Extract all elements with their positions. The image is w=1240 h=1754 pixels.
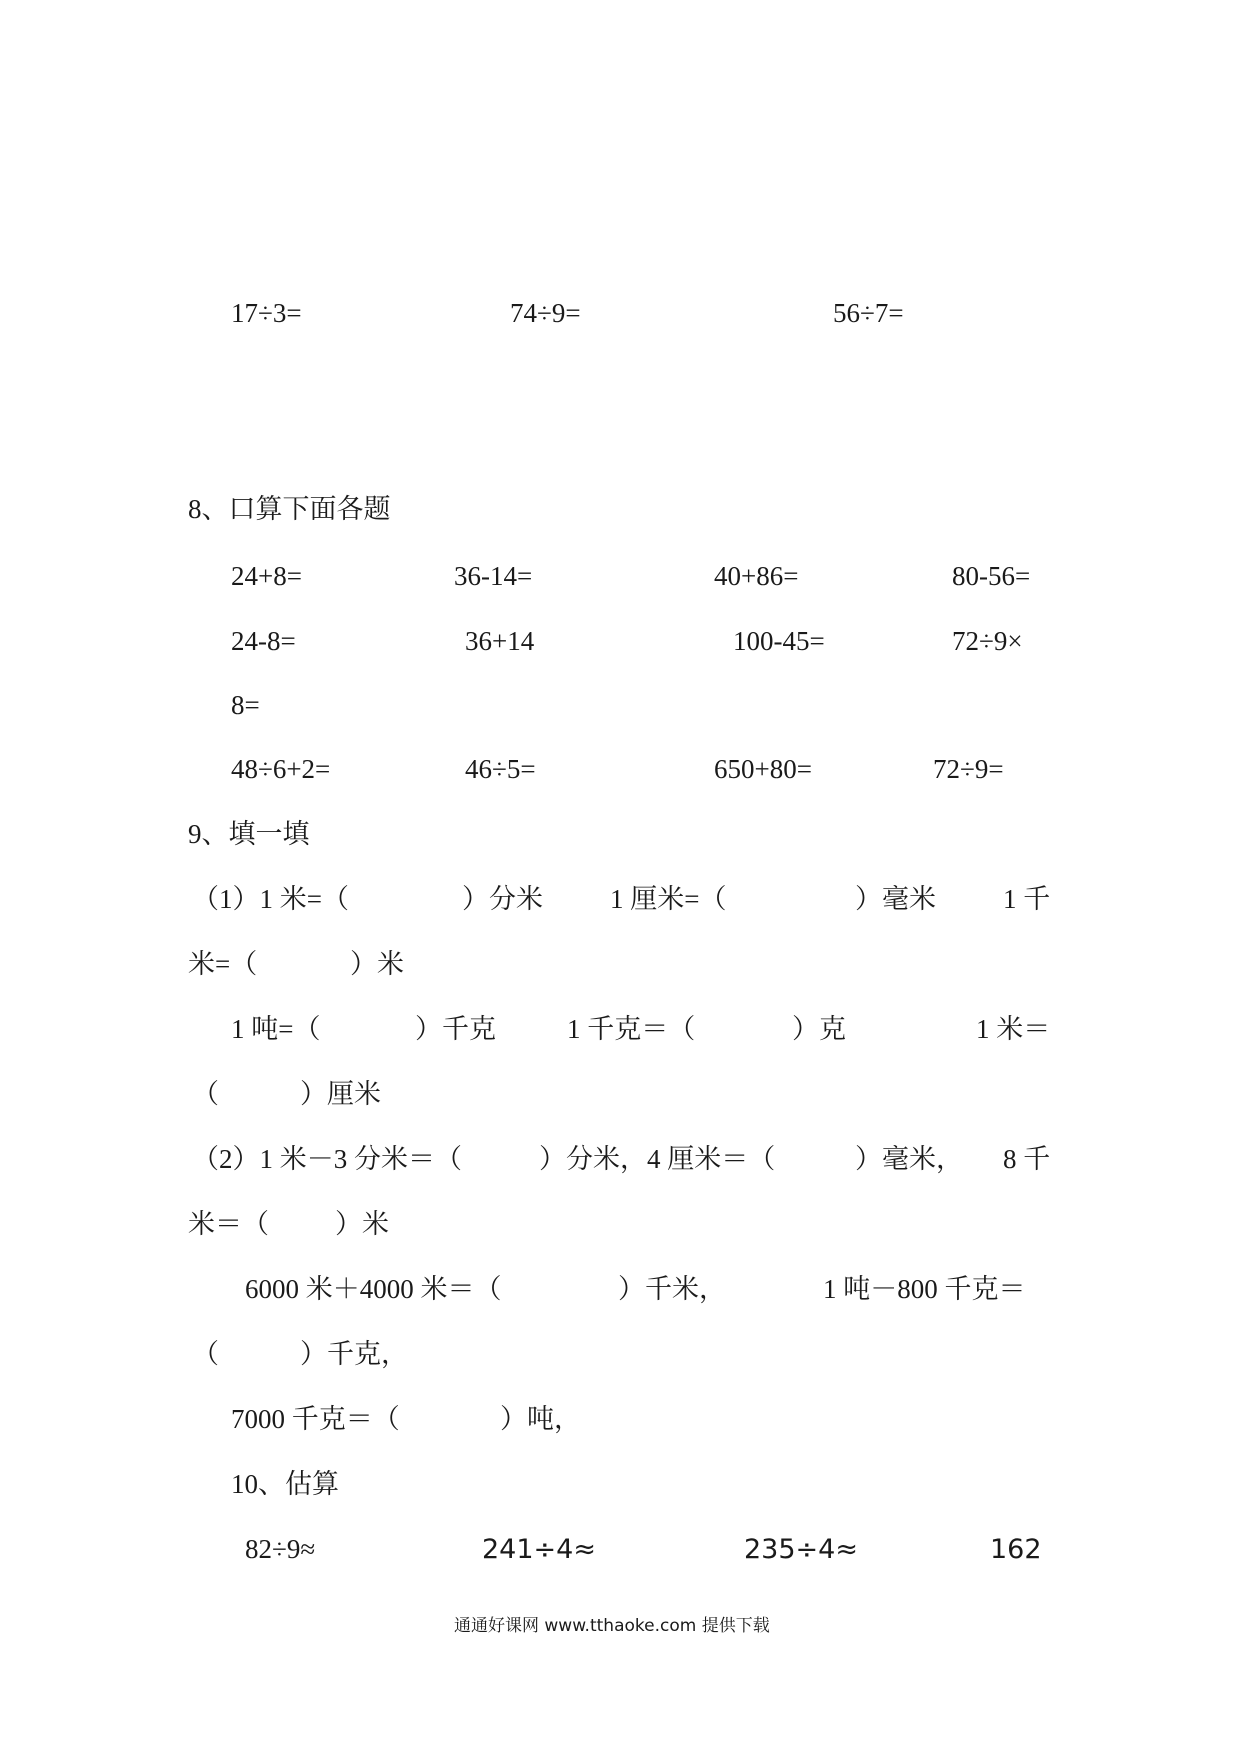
fill-blank-text: ）米: [335, 1209, 389, 1239]
fill-blank-text: ）毫米: [855, 884, 936, 914]
fill-blank-text: ）米: [350, 949, 404, 979]
mental-math-problem: 46÷5=: [465, 754, 536, 784]
estimate-problem: 241÷4≈: [482, 1534, 596, 1565]
fill-blank-text: 1 厘米=（: [610, 884, 727, 914]
fill-blank-text: 1 千: [1003, 884, 1051, 914]
division-problem: 17÷3=: [231, 298, 302, 328]
fill-blank-text: 8 千: [1003, 1144, 1051, 1174]
mental-math-problem: 24+8=: [231, 561, 302, 591]
mental-math-problem: 100-45=: [733, 626, 825, 656]
fill-blank-text: （1）1 米=（: [192, 884, 349, 914]
mental-math-problem: 36-14=: [454, 561, 533, 591]
fill-blank-text: 1 吨=（: [231, 1014, 321, 1044]
fill-blank-text: 米=（: [188, 949, 258, 979]
mental-math-problem: 48÷6+2=: [231, 754, 331, 784]
mental-math-problem-wrap: 8=: [231, 690, 260, 720]
estimate-problem: 235÷4≈: [744, 1534, 858, 1565]
fill-blank-text: ）千克: [415, 1014, 496, 1044]
division-problem: 74÷9=: [510, 298, 581, 328]
fill-blank-text: ）吨，: [500, 1404, 581, 1434]
fill-blank-text: ）千米，: [618, 1274, 726, 1304]
mental-math-problem: 72÷9×: [952, 626, 1023, 656]
mental-math-problem: 650+80=: [714, 754, 812, 784]
fill-blank-text: 7000 千克＝（: [231, 1404, 400, 1434]
fill-blank-text: （: [192, 1079, 219, 1109]
fill-blank-text: ）分米: [462, 884, 543, 914]
fill-blank-text: ）毫米，: [855, 1144, 963, 1174]
section-8-title: 8、口算下面各题: [188, 494, 391, 524]
fill-blank-text: ）分米，4 厘米＝（: [539, 1144, 776, 1174]
mental-math-problem: 36+14: [465, 626, 535, 656]
division-problem: 56÷7=: [833, 298, 904, 328]
fill-blank-text: 1 米＝: [976, 1014, 1051, 1044]
estimate-problem: 82÷9≈: [245, 1534, 316, 1564]
fill-blank-text: 6000 米＋4000 米＝（: [245, 1274, 502, 1304]
fill-blank-text: 米＝（: [188, 1209, 269, 1239]
mental-math-problem: 72÷9=: [933, 754, 1004, 784]
page-footer: 通通好课网 www.tthaoke.com 提供下载: [454, 1616, 770, 1636]
fill-blank-text: ）克: [792, 1014, 846, 1044]
fill-blank-text: ）厘米: [300, 1079, 381, 1109]
fill-blank-text: 1 千克＝（: [567, 1014, 696, 1044]
fill-blank-text: （2）1 米－3 分米＝（: [192, 1144, 462, 1174]
mental-math-problem: 24-8=: [231, 626, 296, 656]
fill-blank-text: 1 吨－800 千克＝: [823, 1274, 1026, 1304]
section-9-title: 9、填一填: [188, 819, 310, 849]
mental-math-problem: 80-56=: [952, 561, 1031, 591]
fill-blank-text: ）千克，: [300, 1339, 408, 1369]
mental-math-problem: 40+86=: [714, 561, 799, 591]
fill-blank-text: （: [192, 1339, 219, 1369]
section-10-title: 10、估算: [231, 1469, 339, 1499]
estimate-problem: 162: [990, 1534, 1042, 1565]
